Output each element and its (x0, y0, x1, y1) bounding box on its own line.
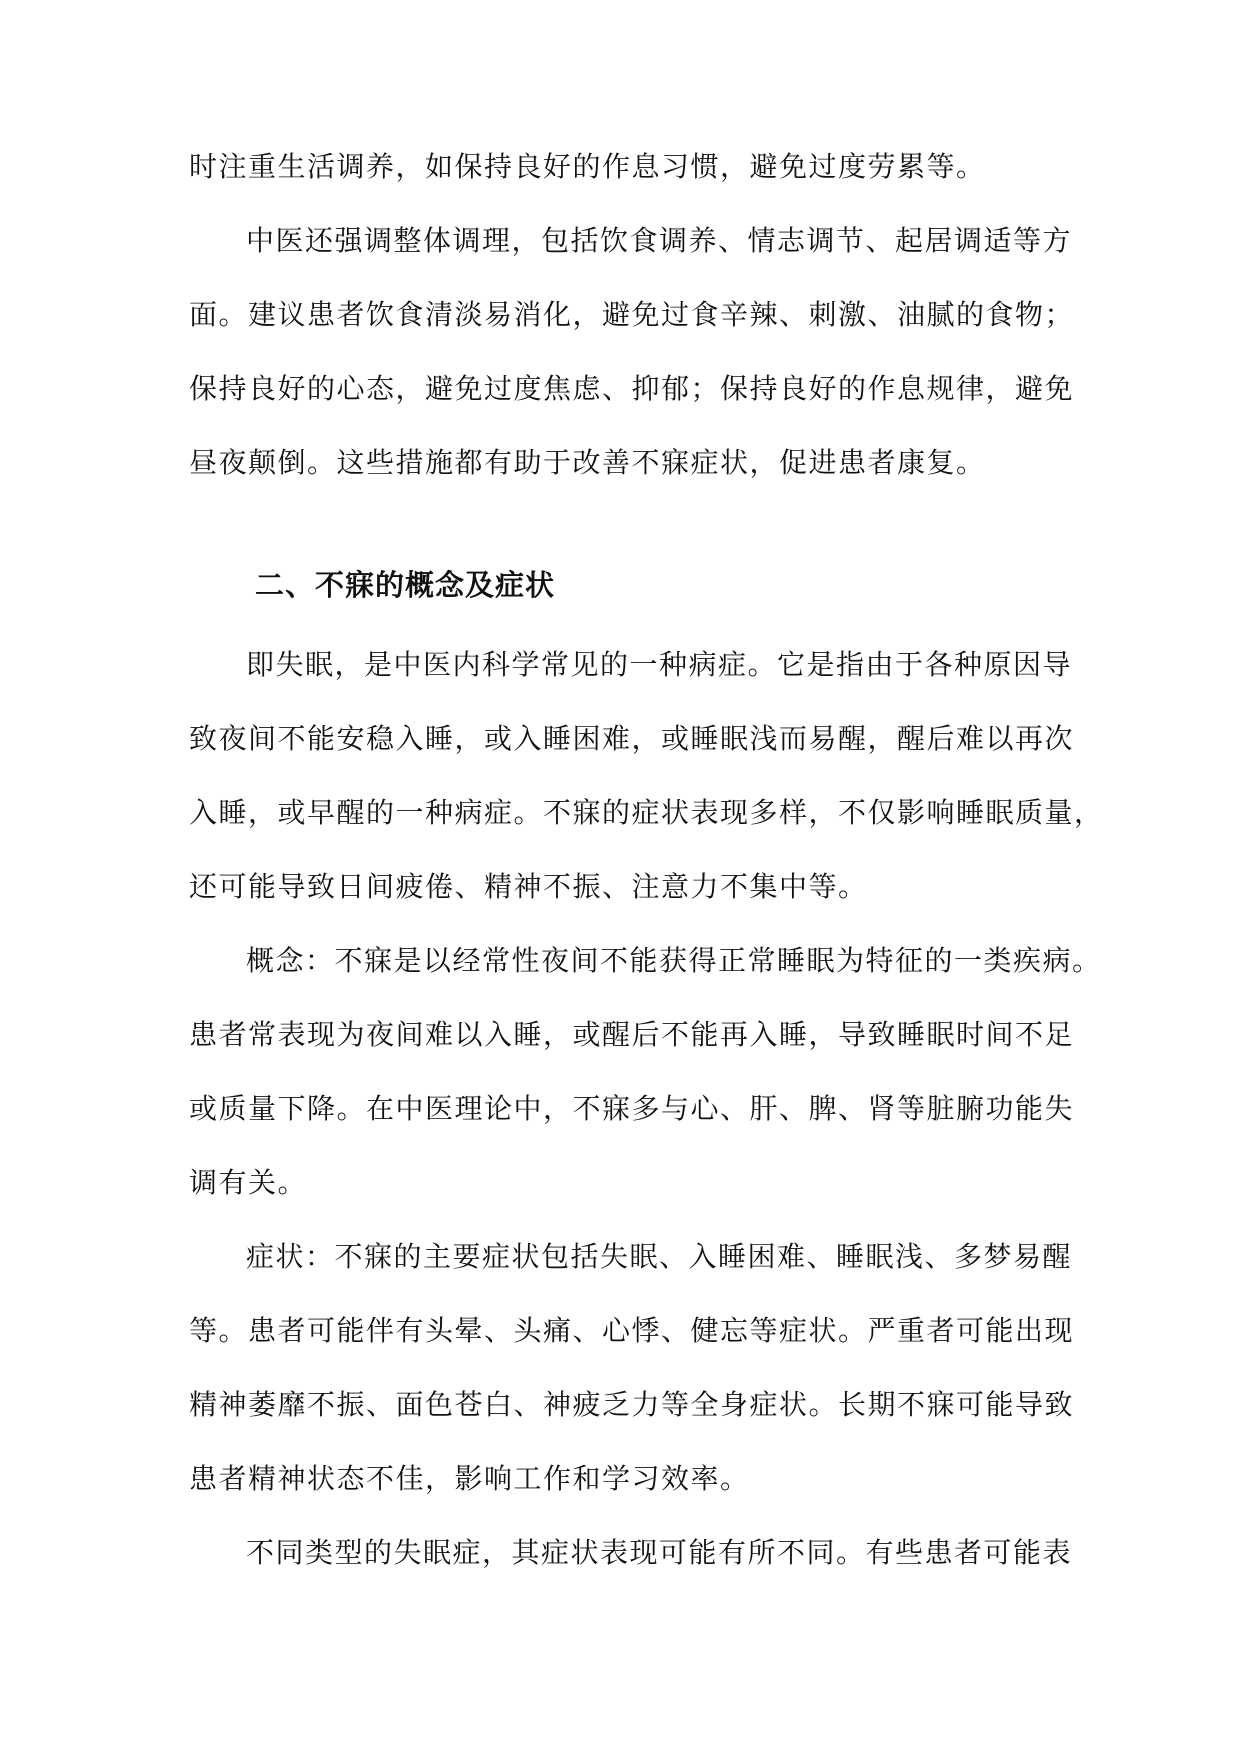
paragraph-line: 等。患者可能伴有头晕、头痛、心悸、健忘等症状。严重者可能出现 (189, 1314, 1075, 1347)
section-heading: 二、不寐的概念及症状 (255, 568, 556, 602)
paragraph-line: 即失眠，是中医内科学常见的一种病症。它是指由于各种原因导 (246, 648, 1073, 681)
paragraph-line: 时注重生活调养，如保持良好的作息习惯，避免过度劳累等。 (189, 150, 986, 183)
paragraph-line: 不同类型的失眠症，其症状表现可能有所不同。有些患者可能表 (246, 1536, 1073, 1569)
paragraph-line: 还可能导致日间疲倦、精神不振、注意力不集中等。 (189, 870, 868, 903)
paragraph-line: 调有关。 (189, 1166, 308, 1199)
paragraph-line: 入睡，或早醒的一种病症。不寐的症状表现多样，不仅影响睡眠质量， (189, 796, 1104, 829)
paragraph-line: 概念：不寐是以经常性夜间不能获得正常睡眠为特征的一类疾病。 (246, 944, 1102, 977)
paragraph-line: 致夜间不能安稳入睡，或入睡困难，或睡眠浅而易醒，醒后难以再次 (189, 722, 1075, 755)
paragraph-line: 症状：不寐的主要症状包括失眠、入睡困难、睡眠浅、多梦易醒 (246, 1240, 1073, 1273)
paragraph-line: 保持良好的心态，避免过度焦虑、抑郁；保持良好的作息规律，避免 (189, 372, 1075, 405)
paragraph-line: 患者常表现为夜间难以入睡，或醒后不能再入睡，导致睡眠时间不足 (189, 1018, 1075, 1051)
paragraph-line: 患者精神状态不佳，影响工作和学习效率。 (189, 1462, 750, 1495)
paragraph-line: 昼夜颠倒。这些措施都有助于改善不寐症状，促进患者康复。 (189, 446, 986, 479)
paragraph-line: 面。建议患者饮食清淡易消化，避免过食辛辣、刺激、油腻的食物； (189, 298, 1075, 331)
paragraph-line: 中医还强调整体调理，包括饮食调养、情志调节、起居调适等方 (246, 224, 1073, 257)
paragraph-line: 精神萎靡不振、面色苍白、神疲乏力等全身症状。长期不寐可能导致 (189, 1388, 1075, 1421)
paragraph-line: 或质量下降。在中医理论中，不寐多与心、肝、脾、肾等脏腑功能失 (189, 1092, 1075, 1125)
